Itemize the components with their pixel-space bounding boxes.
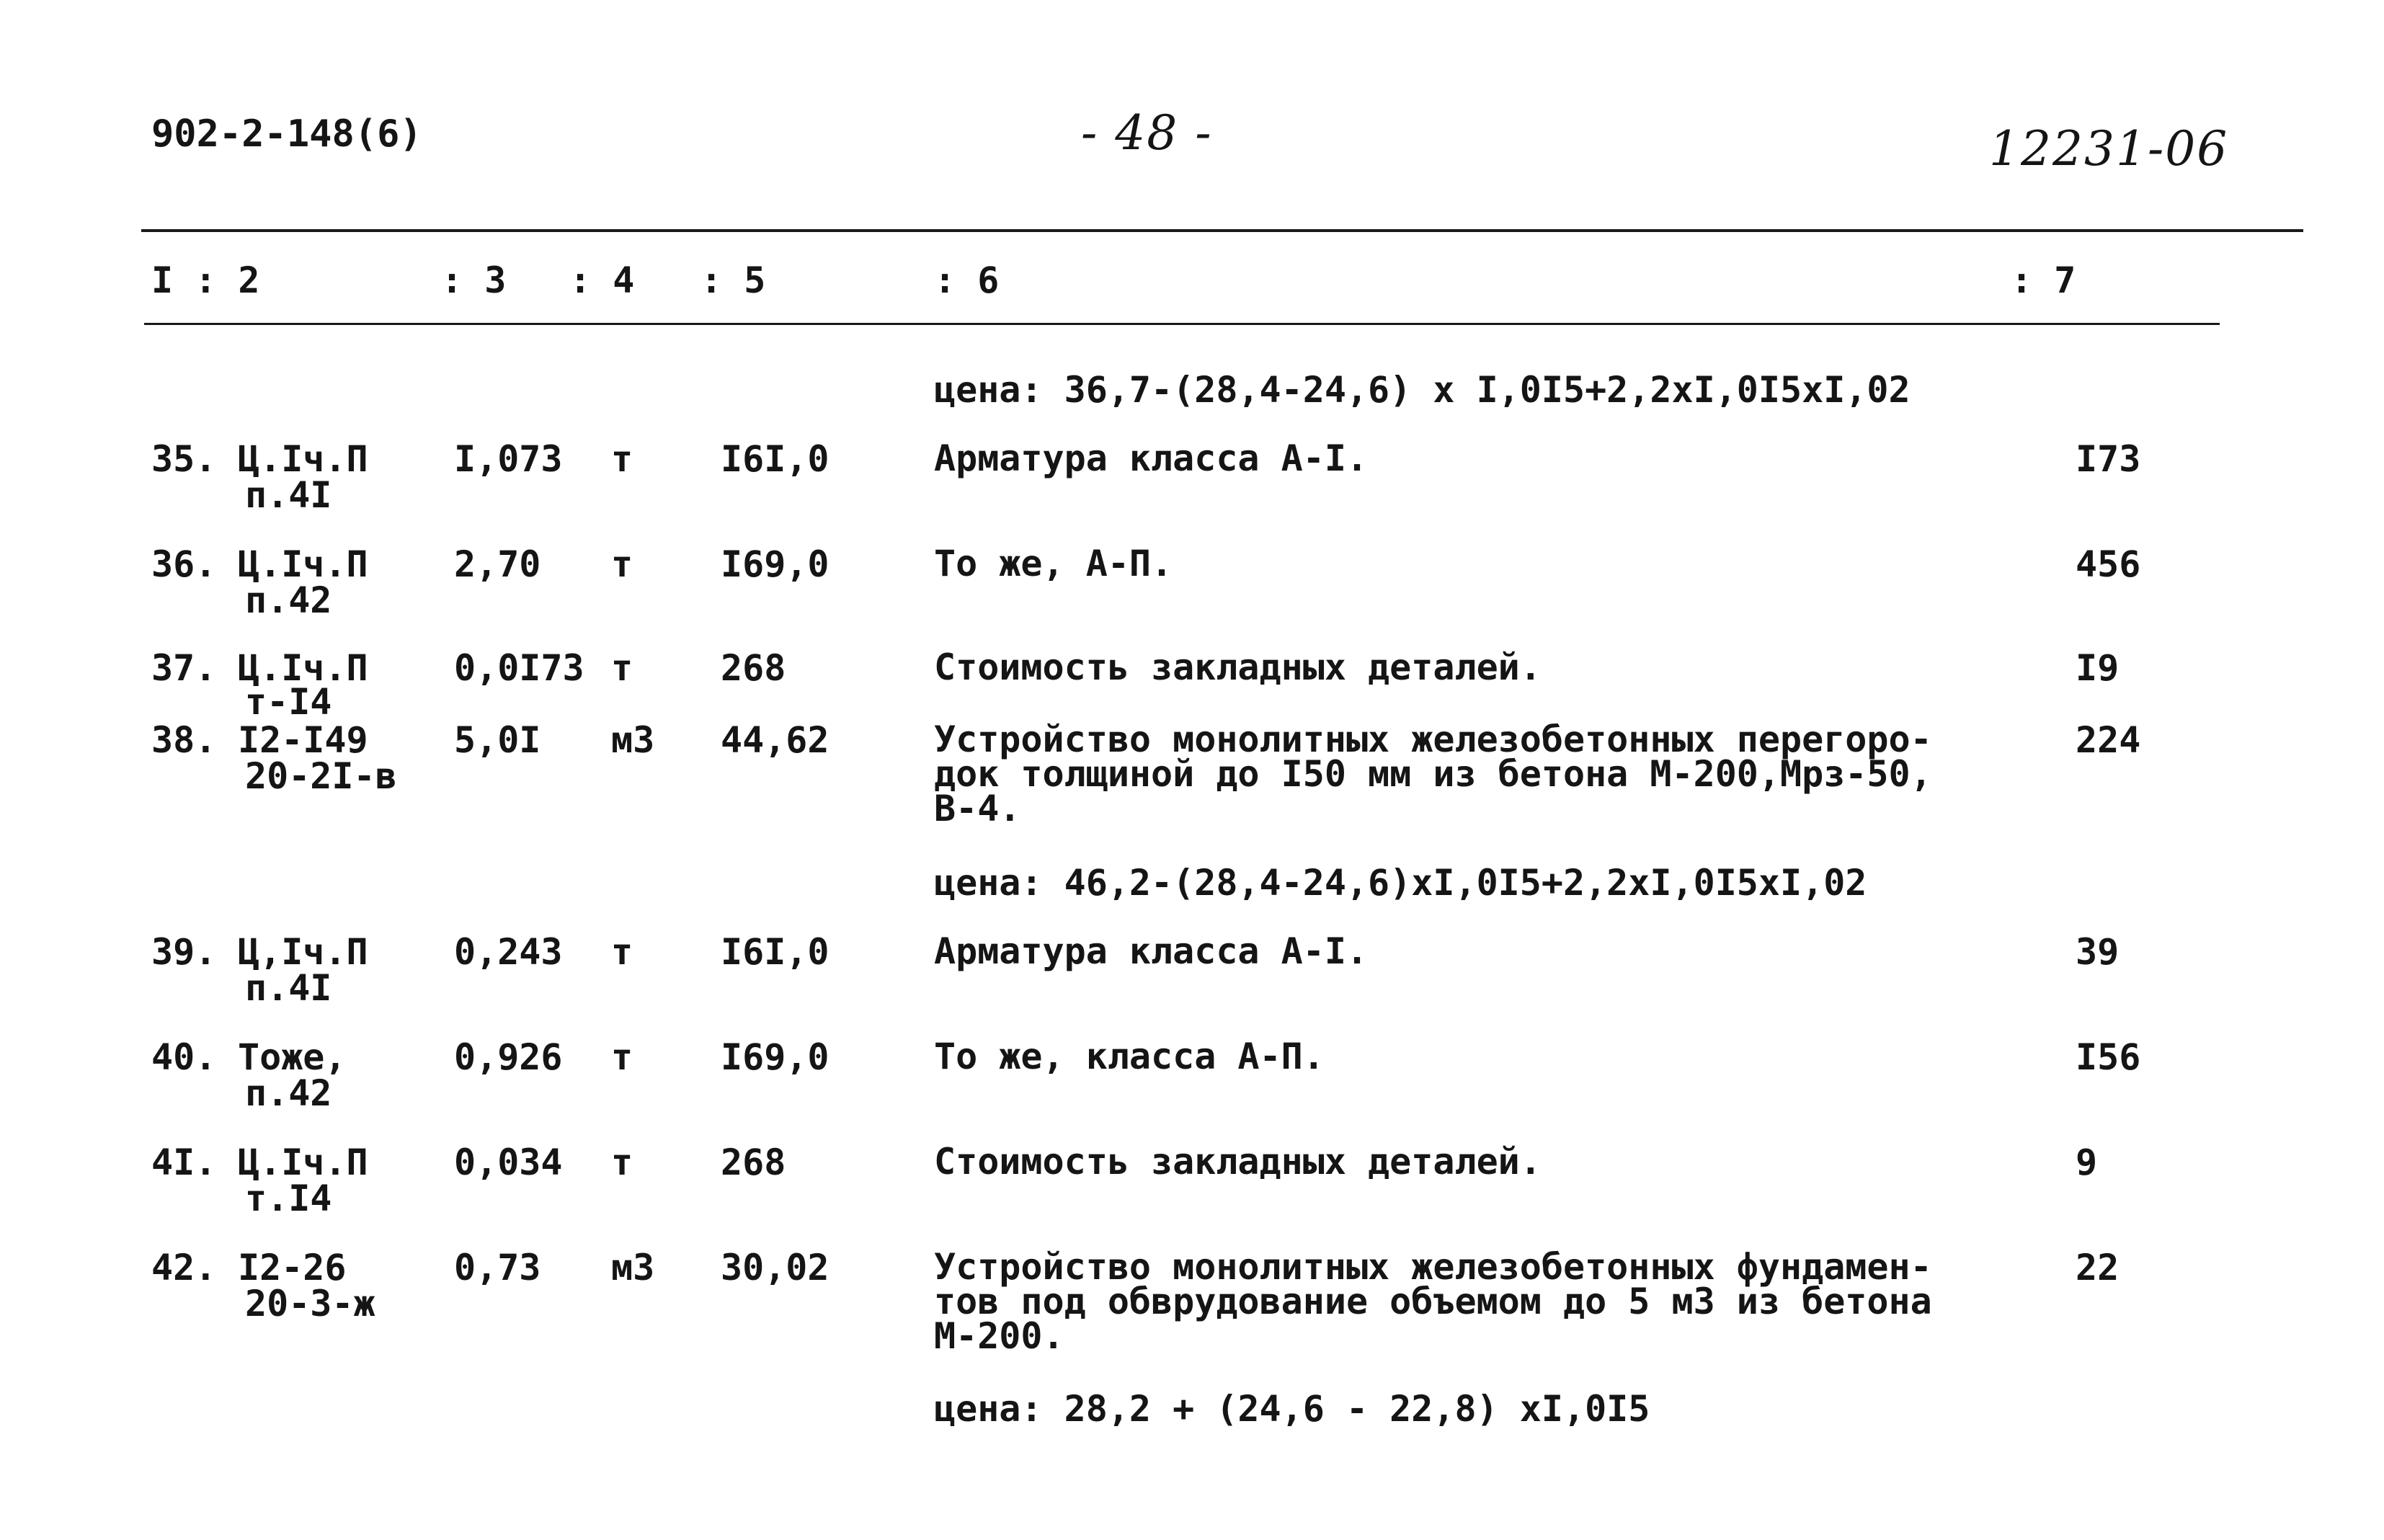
- row-number: 40.: [151, 1036, 217, 1078]
- row-unit: м3: [611, 719, 655, 761]
- reference-line-1: I2-26: [238, 1247, 347, 1288]
- row-reference: [238, 1141, 425, 1219]
- row-total: I56: [2076, 1036, 2141, 1078]
- row-description: Арматура класса А-I.: [934, 930, 1369, 972]
- row-description: Стоимость закладных деталей.: [934, 1141, 1542, 1183]
- price-formula-1: цена: 36,7-(28,4-24,6) x I,0I5+2,2xI,0I5xI,02: [934, 369, 1911, 411]
- column-header-3: : 3: [441, 259, 507, 301]
- row-description: Устройство монолитных железобетонных фундамен-тов под обврудование объемом до 5 м3 из бетона М-200.: [934, 1246, 1932, 1357]
- top-rule: [141, 229, 2303, 232]
- row-reference: [238, 647, 425, 723]
- row-total: 456: [2076, 543, 2141, 585]
- row-number: 38.: [151, 719, 217, 761]
- row-reference: [238, 719, 425, 797]
- row-unit: м3: [611, 1247, 655, 1288]
- row-total: 9: [2076, 1141, 2098, 1183]
- reference-line-1: I2-I49: [238, 719, 368, 761]
- row-description: Стоимость закладных деталей.: [934, 646, 1542, 688]
- row-unit-price: 44,62: [721, 719, 829, 761]
- column-header-7: : 7: [2011, 259, 2076, 301]
- row-quantity: 0,034: [454, 1141, 563, 1183]
- row-reference: [238, 543, 425, 621]
- row-quantity: 0,926: [454, 1036, 563, 1078]
- reference-line-1: Ц.Iч.П: [238, 438, 368, 480]
- row-reference: [238, 931, 425, 1009]
- row-number: 4I.: [151, 1141, 217, 1183]
- column-header-4: : 4: [569, 259, 635, 301]
- row-unit: т: [611, 647, 633, 689]
- row-total: I9: [2076, 647, 2120, 689]
- reference-line-1: Ц,Iч.П: [238, 931, 368, 973]
- row-quantity: 0,73: [454, 1247, 541, 1288]
- row-unit-price: 268: [721, 647, 786, 689]
- row-number: 37.: [151, 647, 217, 689]
- row-number: 42.: [151, 1247, 217, 1288]
- header-bottom-rule: [144, 323, 2220, 325]
- row-unit-price: I69,0: [721, 1036, 829, 1078]
- reference-line-2: п.4I: [245, 967, 332, 1009]
- document-code: 902-2-148(6): [151, 112, 422, 156]
- reference-line-1: Ц.Iч.П: [238, 543, 368, 585]
- row-quantity: 5,0I: [454, 719, 541, 761]
- reference-line-1: Ц.Iч.П: [238, 647, 368, 689]
- reference-line-2: 20-3-ж: [245, 1283, 375, 1325]
- row-unit: т: [611, 1141, 633, 1183]
- row-description: То же, А-П.: [934, 543, 1173, 584]
- row-unit: т: [611, 543, 633, 585]
- column-header-6: : 6: [934, 259, 1000, 301]
- row-unit-price: I6I,0: [721, 438, 829, 480]
- row-description: Арматура класса А-I.: [934, 437, 1369, 479]
- reference-line-2: п.4I: [245, 474, 332, 516]
- row-reference: [238, 1036, 425, 1114]
- row-reference: [238, 1247, 425, 1325]
- row-unit-price: 268: [721, 1141, 786, 1183]
- row-total: I73: [2076, 438, 2141, 480]
- price-formula-3: цена: 28,2 + (24,6 - 22,8) xI,0I5: [934, 1388, 1650, 1430]
- price-formula-2: цена: 46,2-(28,4-24,6)xI,0I5+2,2xI,0I5xI,02: [934, 862, 1867, 904]
- reference-line-2: т-I4: [245, 681, 332, 723]
- row-quantity: 0,0I73: [454, 647, 584, 689]
- row-quantity: 0,243: [454, 931, 563, 973]
- row-quantity: I,073: [454, 438, 563, 480]
- reference-line-2: 20-2I-в: [245, 755, 397, 797]
- row-total: 22: [2076, 1247, 2120, 1288]
- column-header-5: : 5: [700, 259, 766, 301]
- row-number: 35.: [151, 438, 217, 480]
- row-number: 36.: [151, 543, 217, 585]
- row-unit-price: 30,02: [721, 1247, 829, 1288]
- column-header-1-2: I : 2: [151, 259, 260, 301]
- row-unit-price: I6I,0: [721, 931, 829, 973]
- row-unit-price: I69,0: [721, 543, 829, 585]
- row-total: 224: [2076, 719, 2141, 761]
- row-unit: т: [611, 931, 633, 973]
- row-number: 39.: [151, 931, 217, 973]
- reference-line-2: т.I4: [245, 1178, 332, 1219]
- row-quantity: 2,70: [454, 543, 541, 585]
- reference-line-1: Ц.Iч.П: [238, 1141, 368, 1183]
- archive-number: 12231-06: [1989, 121, 2229, 177]
- reference-line-1: Тоже,: [238, 1036, 347, 1078]
- row-reference: [238, 438, 425, 516]
- row-unit: т: [611, 438, 633, 480]
- row-total: 39: [2076, 931, 2120, 973]
- page-number: - 48 -: [1081, 105, 1213, 161]
- row-unit: т: [611, 1036, 633, 1078]
- reference-line-2: п.42: [245, 1072, 332, 1114]
- reference-line-2: п.42: [245, 579, 332, 621]
- row-description: То же, класса А-П.: [934, 1036, 1325, 1077]
- row-description: Устройство монолитных железобетонных перегоро-док толщиной до I50 мм из бетона М-200,Мрз-50, В-4.: [934, 718, 1932, 829]
